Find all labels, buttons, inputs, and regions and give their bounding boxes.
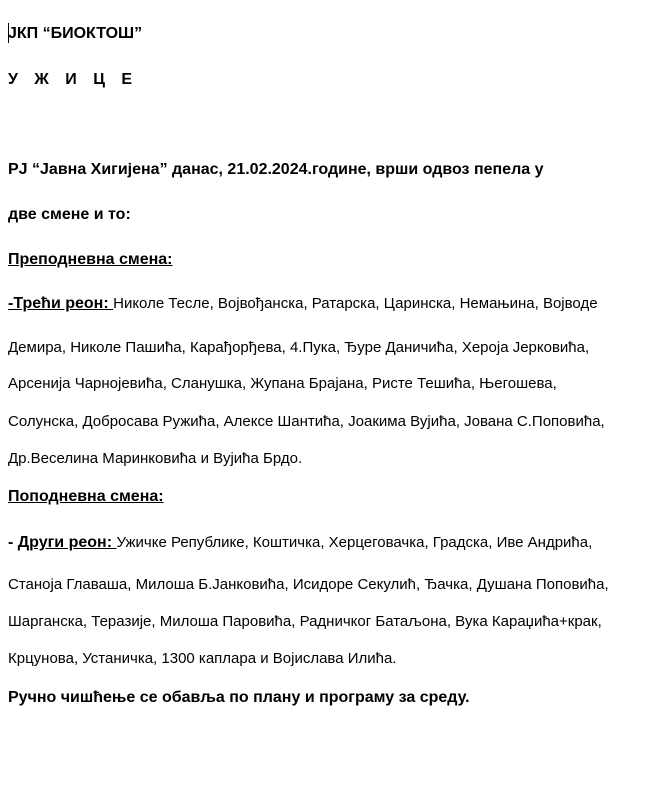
morning-streets-5: Др.Веселина Маринковића и Вујића Брдо.: [8, 450, 303, 467]
manual-cleaning-note: Ручно чишћење се обавља по плану и програму за среду.: [8, 689, 470, 706]
afternoon-streets-2: Станоја Главаша, Милоша Б.Јанковића, Исидоре Секулић, Ђачка, Душана Поповића,: [8, 576, 609, 593]
afternoon-streets-4: Крцунова, Устаничка, 1300 каплара и Војислава Илића.: [8, 650, 397, 667]
morning-streets-4: Солунска, Добросава Ружића, Алексе Шантића, Јоакима Вујића, Јована С.Поповића,: [8, 413, 605, 430]
afternoon-region-line-1: [8, 534, 592, 552]
afternoon-region-label: Други реон:: [17, 534, 117, 551]
intro-line-1: PJ “Јавна Хигијена” данас, 21.02.2024.године, врши одвоз пепела у: [8, 161, 544, 178]
city-name: У Ж И Ц Е: [8, 71, 139, 88]
intro-line-2: две смене и то:: [8, 206, 131, 223]
afternoon-shift-heading: Поподневна смена:: [8, 488, 164, 505]
afternoon-dash: -: [8, 534, 18, 551]
afternoon-streets-3: Шарганска, Теразије, Милоша Паровића, Радничког Батаљона, Вука Караџића+крак,: [8, 613, 602, 630]
morning-region-line-1: [8, 295, 598, 313]
morning-streets-1: Николе Тесле, Војвођанска, Ратарска, Царинска, Немањина, Војводе: [113, 295, 598, 312]
morning-streets-3: Арсенија Чарнојевића, Сланушка, Жупана Брајана, Ристе Тешића, Његошева,: [8, 375, 557, 392]
morning-shift-heading: Преподневна смена:: [8, 251, 173, 268]
morning-region-label: -Трећи реон:: [8, 295, 114, 312]
organization-name: ЈКП “БИОКТОШ”: [8, 25, 143, 42]
morning-streets-2: Демира, Николе Пашића, Карађорђева, 4.Пука, Ђуре Даничића, Хероја Јерковића,: [8, 339, 590, 356]
afternoon-streets-1: Ужичке Републике, Коштичка, Херцеговачка, Градска, Иве Андрића,: [116, 534, 593, 551]
